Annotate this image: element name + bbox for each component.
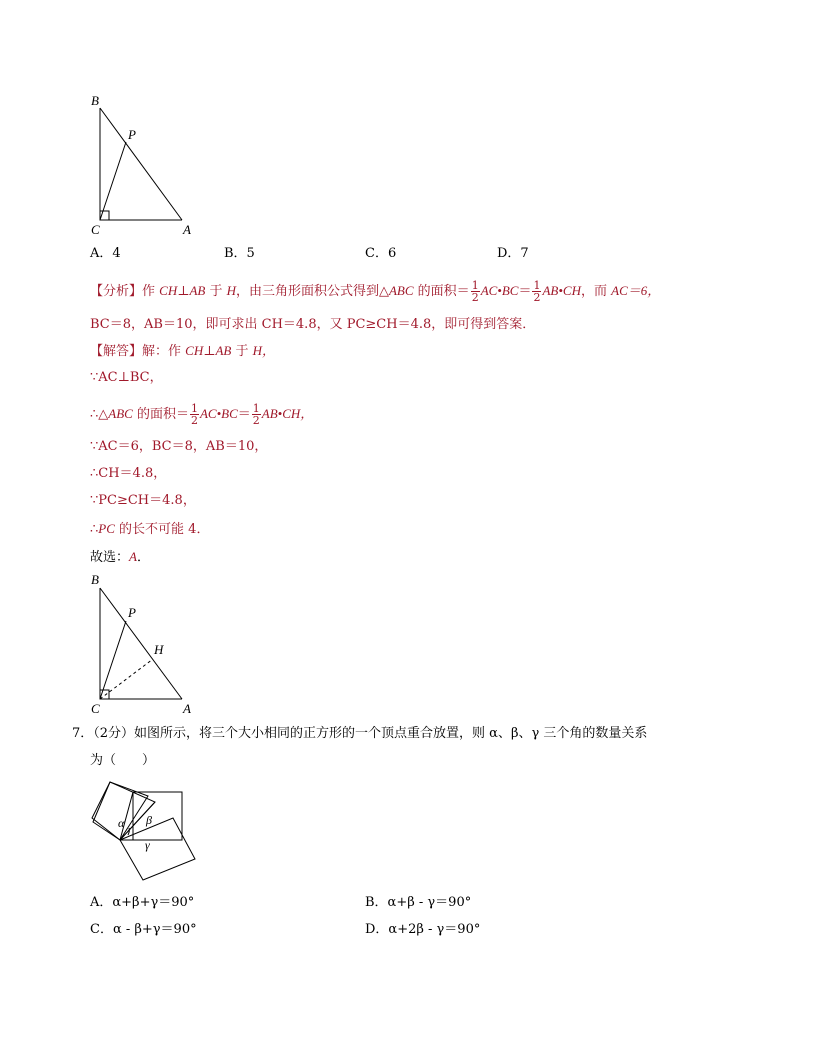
analysis-tag: 【分析】 [90,284,143,299]
fraction-half: $\frac{1}{2}$ [471,279,479,304]
solution-line-3: ∴△ABC 的面积＝ $\frac{1}{2}$ AC•BC＝ $\frac{1}{2}$ AB•CH， [90,402,314,427]
vertex-label-p: P [128,127,136,142]
vertex-label-c: C [91,701,100,716]
vertex-label-p: P [128,605,136,620]
fraction-half: $\frac{1}{2}$ [190,402,198,427]
analysis-line-2: BC＝8，AB＝10，即可求出 CH＝4.8，又 PC≥CH＝4.8，即可得到答案． [90,317,536,332]
q7-option-c[interactable]: C．α - β+γ＝90° [90,922,197,937]
angle-label-gamma: γ [145,838,150,852]
option-b[interactable]: B．5 [224,246,255,261]
option-d[interactable]: D．7 [497,246,529,261]
solution-line-1: 【解答】解：作 CH⊥AB 于 H， [90,343,275,359]
vertex-label-b: B [91,572,99,587]
fraction-half: $\frac{1}{2}$ [252,402,260,427]
q7-option-d[interactable]: D．α+2β - γ＝90° [365,922,481,937]
solution-line-6: ∵PC≥CH＝4.8， [90,493,196,508]
angle-label-alpha: α [118,816,125,830]
q7-option-a[interactable]: A．α+β+γ＝90° [90,895,195,910]
option-a[interactable]: A．4 [90,246,121,261]
vertex-label-b: B [91,93,99,108]
vertex-label-c: C [91,222,100,237]
q7-option-b[interactable]: B．α+β - γ＝90° [365,895,472,910]
vertex-label-a: A [183,701,191,716]
analysis-line-1: 【分析】作 CH⊥AB 于 H，由三角形面积公式得到△ABC 的面积＝ $\frac{1}{2}$ AC•BC＝ $\frac{1}{2}$ AB•CH，而 AC＝6， [90,279,661,304]
question-7-stem: 7．（2分）如图所示，将三个大小相同的正方形的一个顶点重合放置，则 α、β、γ 三个角的数量关系 [72,726,648,741]
solution-line-2: ∵AC⊥BC， [90,370,163,385]
angle-label-beta: β [146,813,152,827]
solution-line-8: 故选：A． [90,549,150,565]
solution-line-5: ∴CH＝4.8， [90,466,167,481]
vertex-label-h: H [154,642,164,657]
solution-line-7: ∴PC 的长不可能 4． [90,521,210,537]
solution-tag: 【解答】 [90,344,143,359]
question-7-stem-cont: 为（ ） [90,753,156,768]
fraction-half: $\frac{1}{2}$ [533,279,541,304]
option-c[interactable]: C．6 [365,246,397,261]
vertex-label-a: A [183,222,191,237]
solution-line-4: ∵AC＝6，BC＝8，AB＝10， [90,439,268,454]
